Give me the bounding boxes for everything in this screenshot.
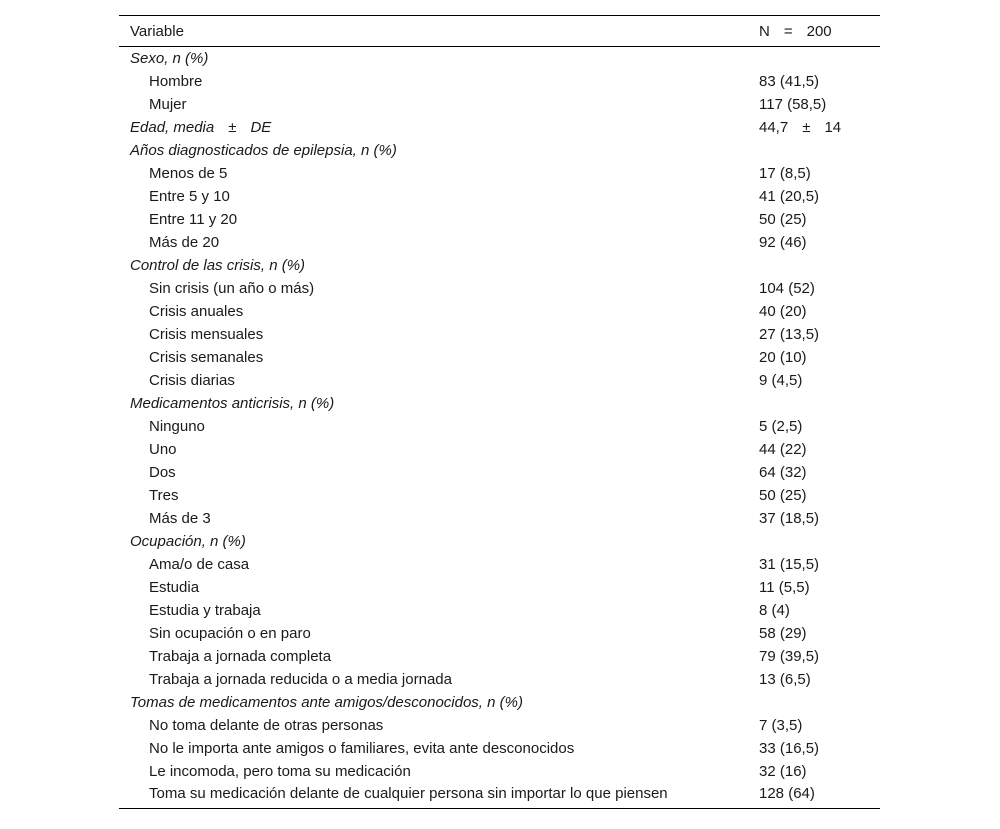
header-row (119, 16, 880, 47)
table-row (119, 208, 880, 231)
row-label: Dos (149, 463, 176, 481)
table-section-row (119, 254, 880, 277)
row-value: 32 (16) (759, 762, 807, 780)
row-label: Tres (149, 486, 179, 504)
table-row (119, 461, 880, 484)
table-section-row (119, 47, 880, 70)
row-value: 58 (29) (759, 624, 807, 642)
row-value: 40 (20) (759, 302, 807, 320)
row-label: Sin ocupación o en paro (149, 624, 311, 642)
row-value: 37 (18,5) (759, 509, 820, 527)
row-value: 13 (6,5) (759, 670, 811, 688)
table-row (119, 323, 880, 346)
table-row (119, 162, 880, 185)
row-label: Sin crisis (un año o más) (149, 279, 315, 297)
plus-minus-symbol: ± (802, 118, 811, 136)
row-value: 79 (39,5) (759, 647, 820, 665)
characteristics-table (119, 15, 880, 809)
table-body (119, 47, 880, 809)
section-label: Sexo, n (%) (130, 49, 209, 67)
row-value: 41 (20,5) (759, 187, 820, 205)
row-value: 5 (2,5) (759, 417, 803, 435)
section-label: Control de las crisis, n (%) (130, 256, 306, 274)
row-value: 50 (25) (759, 210, 807, 228)
row-value: 8 (4) (759, 601, 790, 619)
table-row (119, 438, 880, 461)
row-label: Ama/o de casa (149, 555, 250, 573)
row-label: Más de 20 (149, 233, 220, 251)
row-value (748, 530, 880, 553)
row-label: Más de 3 (149, 509, 211, 527)
row-value: 17 (8,5) (759, 164, 811, 182)
table-row (119, 714, 880, 737)
table-section-row (119, 392, 880, 415)
row-label: Menos de 5 (149, 164, 228, 182)
table-row (119, 760, 880, 783)
mean-value: 44,7 (759, 118, 789, 136)
section-label: Ocupación, n (%) (130, 532, 246, 550)
table-row (119, 599, 880, 622)
table-row (119, 622, 880, 645)
row-value (748, 254, 880, 277)
row-label: Crisis semanales (149, 348, 264, 366)
row-label (119, 116, 748, 139)
row-value: 31 (15,5) (759, 555, 820, 573)
table-section-row (119, 530, 880, 553)
table-row (119, 783, 880, 809)
table-section-row (119, 139, 880, 162)
row-value: 33 (16,5) (759, 739, 820, 757)
table-row (119, 346, 880, 369)
row-value: 64 (32) (759, 463, 807, 481)
row-value (748, 392, 880, 415)
table-section-row (119, 691, 880, 714)
row-value: 27 (13,5) (759, 325, 820, 343)
table-row (119, 737, 880, 760)
row-label: Estudia (149, 578, 200, 596)
row-value (748, 691, 880, 714)
row-value: 50 (25) (759, 486, 807, 504)
row-value: 7 (3,5) (759, 716, 803, 734)
mean-label: Edad, media (130, 118, 215, 136)
table-row (119, 553, 880, 576)
table-row (119, 415, 880, 438)
row-label: Estudia y trabaja (149, 601, 261, 619)
row-label: Mujer (149, 95, 187, 113)
row-value: 128 (64) (748, 783, 880, 809)
row-label: Toma su medicación delante de cualquier persona sin importar lo que piensen (119, 783, 748, 809)
header-n-value: 200 (806, 22, 832, 40)
table-row (119, 507, 880, 530)
table-row (119, 576, 880, 599)
row-label: Crisis diarias (149, 371, 235, 389)
table-row (119, 231, 880, 254)
table-row (119, 300, 880, 323)
row-label: Le incomoda, pero toma su medicación (149, 762, 411, 780)
plus-minus-symbol: ± (228, 118, 237, 136)
row-value (748, 116, 880, 139)
table-row (119, 645, 880, 668)
header-variable: Variable (119, 16, 748, 47)
row-value: 20 (10) (759, 348, 807, 366)
characteristics-table-container (119, 15, 880, 809)
row-value: 11 (5,5) (759, 578, 810, 596)
row-label: Entre 11 y 20 (149, 210, 238, 228)
row-value (748, 139, 880, 162)
row-label: Uno (149, 440, 177, 458)
row-value: 104 (52) (759, 279, 815, 297)
row-value: 44 (22) (759, 440, 807, 458)
table-row (119, 185, 880, 208)
header-n (748, 16, 880, 47)
table-header (119, 16, 880, 47)
header-n-eq: = (783, 22, 793, 40)
sd-label: DE (250, 118, 272, 136)
row-label: No le importa ante amigos o familiares, evita ante desconocidos (149, 739, 575, 757)
header-n-label: N (759, 22, 770, 40)
table-row (119, 70, 880, 93)
row-label: Entre 5 y 10 (149, 187, 230, 205)
row-value (748, 47, 880, 70)
section-label: Medicamentos anticrisis, n (%) (130, 394, 335, 412)
row-label: Hombre (149, 72, 203, 90)
row-value: 83 (41,5) (759, 72, 820, 90)
row-label: Trabaja a jornada completa (149, 647, 332, 665)
row-label: Crisis mensuales (149, 325, 264, 343)
table-section-row (119, 116, 880, 139)
row-label: Crisis anuales (149, 302, 244, 320)
row-label: Ninguno (149, 417, 205, 435)
table-row (119, 93, 880, 116)
section-label: Tomas de medicamentos ante amigos/desconocidos, n (%) (130, 693, 523, 711)
row-value: 117 (58,5) (759, 95, 827, 113)
table-row (119, 277, 880, 300)
row-value: 9 (4,5) (759, 371, 803, 389)
row-label: No toma delante de otras personas (149, 716, 384, 734)
row-label: Trabaja a jornada reducida o a media jornada (149, 670, 452, 688)
table-row (119, 668, 880, 691)
row-value: 92 (46) (759, 233, 807, 251)
table-row (119, 484, 880, 507)
section-label: Años diagnosticados de epilepsia, n (%) (130, 141, 397, 159)
sd-value: 14 (824, 118, 842, 136)
table-row (119, 369, 880, 392)
